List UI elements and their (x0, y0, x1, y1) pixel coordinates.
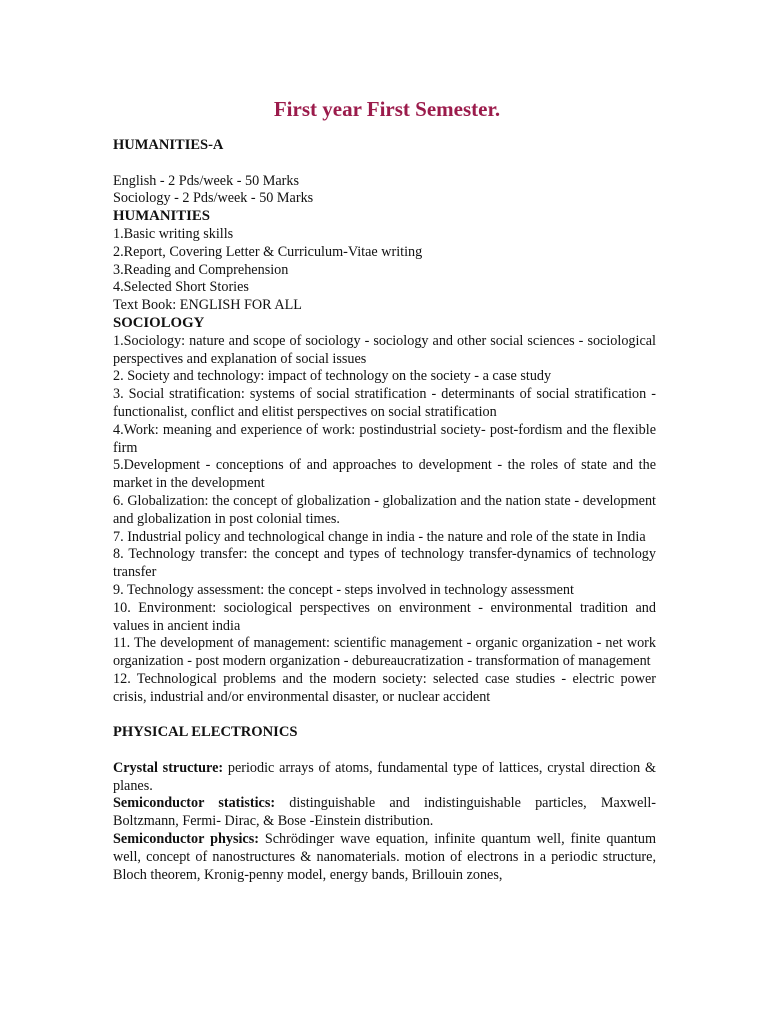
humanities-item: 3.Reading and Comprehension (113, 261, 289, 278)
spacer (113, 155, 656, 173)
sociology-item: 3. Social stratification: systems of social stratification - determinants of social stratification - functionalist, conflict and elitist perspectives on social stratification (113, 386, 656, 420)
topic-paragraph-semiconductor-statistics (113, 795, 656, 831)
course-line-sociology: Sociology - 2 Pds/week - 50 Marks (113, 190, 314, 207)
topic-paragraph-semiconductor-physics (113, 831, 656, 884)
topic-text: periodic arrays of atoms, fundamental type of lattices, crystal direction & planes. (113, 759, 656, 794)
sociology-item: 2. Society and technology: impact of technology on the society - a case study (113, 368, 552, 385)
sociology-item: 9. Technology assessment: the concept - steps involved in technology assessment (113, 581, 574, 598)
topic-text: distinguishable and indistinguishable particles, Maxwell-Boltzmann, Fermi- Dirac, & Bose -Einstein distribution. (113, 795, 656, 830)
humanities-item: 2.Report, Covering Letter & Curriculum-Vitae writing (113, 243, 423, 260)
sociology-item: 10. Environment: sociological perspectives on environment - environmental tradition and values in ancient india (113, 599, 656, 634)
section-heading-sociology: SOCIOLOGY (113, 314, 205, 331)
section-heading-humanities: HUMANITIES (113, 208, 211, 225)
sociology-item: 12. Technological problems and the modern society: selected case studies - electric power crisis, industrial and/or environmental disaster, or nuclear accident (113, 670, 656, 705)
topic-term: Semiconductor physics: (113, 831, 259, 848)
sociology-item: 7. Industrial policy and technological change in india - the nature and role of the state in India (113, 528, 646, 545)
topic-paragraph-crystal-structure (113, 760, 656, 796)
sociology-item: 8. Technology transfer: the concept and types of technology transfer-dynamics of technology transfer (113, 546, 656, 581)
topic-term: Crystal structure: (113, 759, 224, 776)
humanities-item: 4.Selected Short Stories (113, 279, 249, 296)
topic-text: Schrödinger wave equation, infinite quantum well, finite quantum well, concept of nanostructures & nanomaterials. motion of electrons in a periodic structure, Bloch theorem, Kronig-penny model, energy bands, Brillouin zones, (113, 831, 656, 883)
sociology-item: 5.Development - conceptions of and approaches to development - the roles of state and the market in the development (113, 457, 656, 492)
humanities-textbook: Text Book: ENGLISH FOR ALL (113, 297, 302, 314)
sociology-item: 4.Work: meaning and experience of work: postindustrial society- post-fordism and the flexible firm (113, 421, 656, 456)
spacer (113, 742, 656, 760)
course-line-english: English - 2 Pds/week - 50 Marks (113, 172, 299, 189)
document-page (113, 90, 656, 884)
topic-term: Semiconductor statistics: (113, 795, 276, 812)
sociology-item: 11. The development of management: scientific management - organic organization - net work organization - post modern organization - debureaucratization - transformation of management (113, 635, 656, 670)
page-title: First year First Semester. (273, 97, 501, 121)
section-heading-humanities-a: HUMANITIES-A (113, 137, 224, 153)
spacer (113, 707, 656, 725)
sociology-item: 6. Globalization: the concept of globalization - globalization and the nation state - development and globalization in post colonial times. (113, 492, 656, 527)
humanities-item: 1.Basic writing skills (113, 225, 234, 242)
section-heading-physical-electronics: PHYSICAL ELECTRONICS (113, 724, 298, 741)
sociology-item: 1.Sociology: nature and scope of sociology - sociology and other social sciences - sociological perspectives and explanation of social issues (113, 332, 656, 367)
